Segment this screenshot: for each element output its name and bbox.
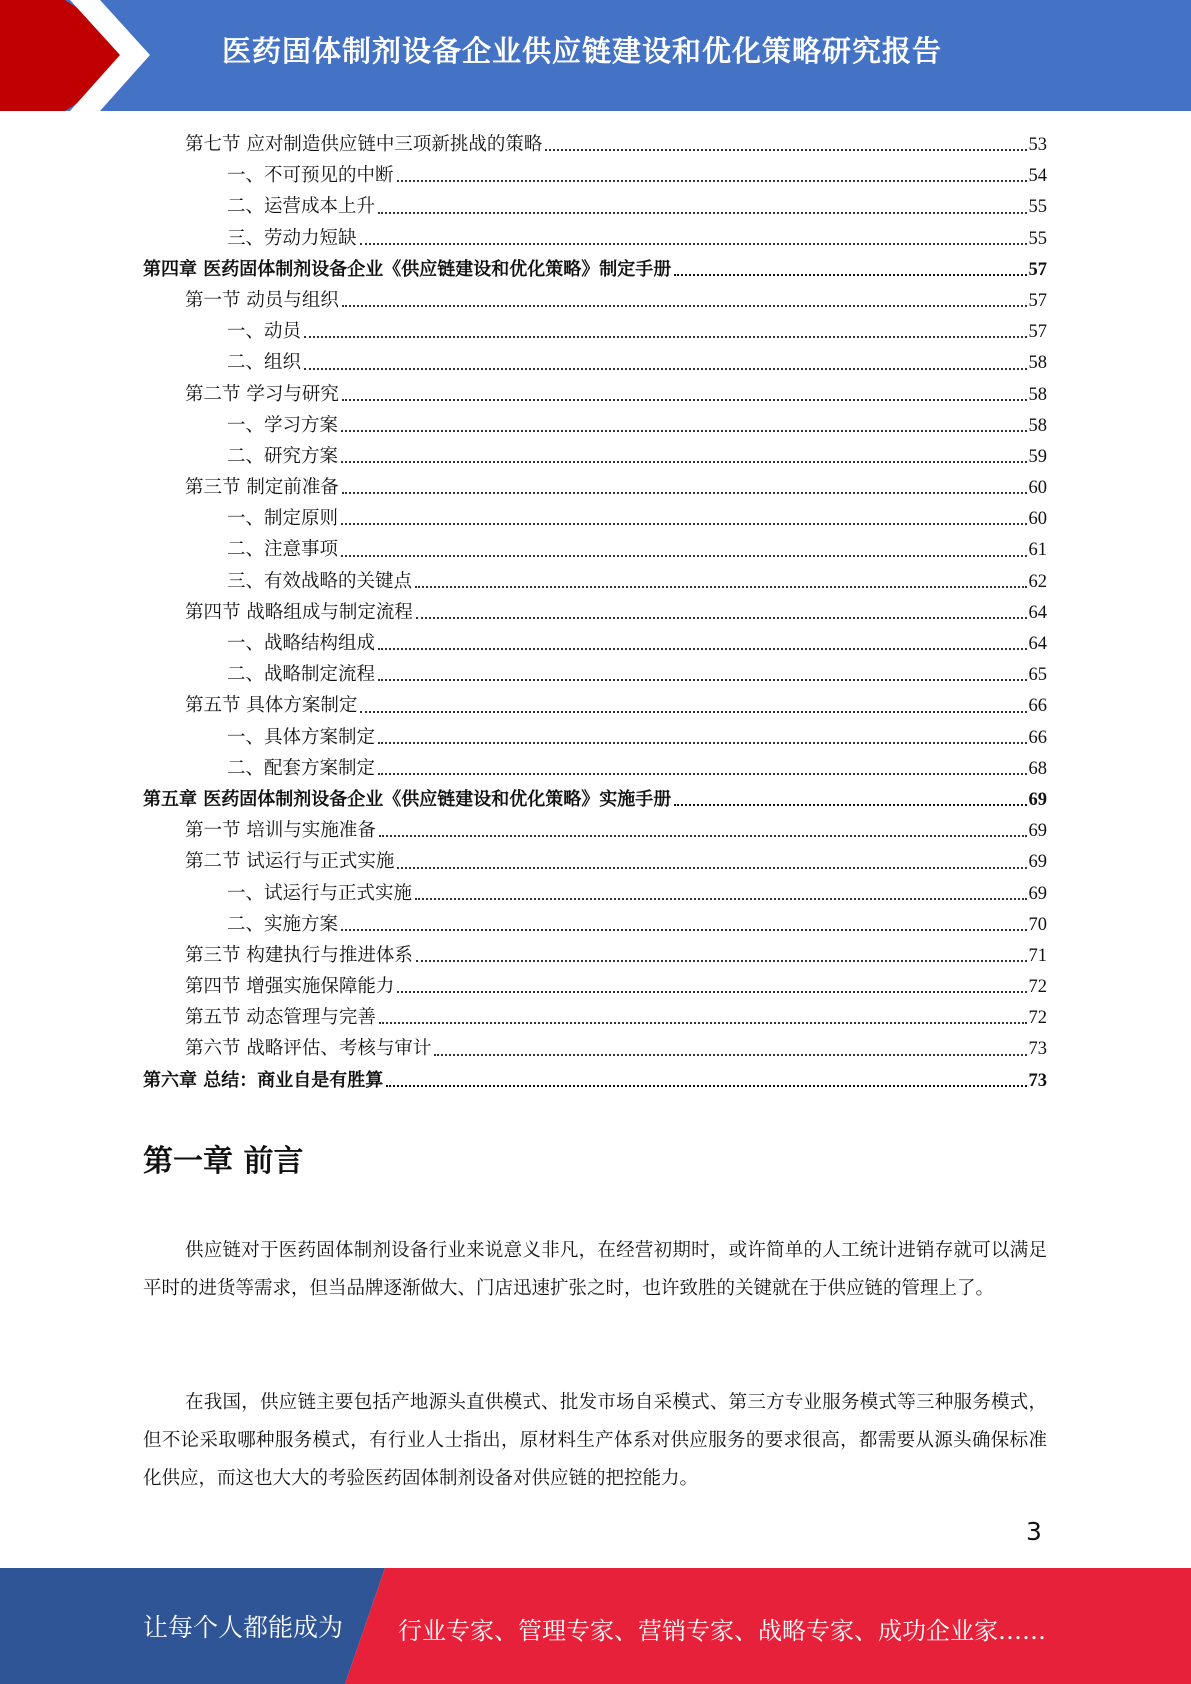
toc-subsection-entry[interactable]: [143, 223, 1047, 254]
toc-entry-title: 第四章 医药固体制剂设备企业《供应链建设和优化策略》制定手册: [143, 258, 672, 280]
toc-dot-leader: [674, 784, 1026, 815]
toc-entry-page: 59: [1028, 446, 1047, 467]
toc-entry-page: 53: [1028, 135, 1047, 155]
toc-dot-leader: [674, 254, 1026, 285]
toc-dot-leader: [341, 410, 1026, 441]
toc-dot-leader: [304, 347, 1026, 378]
toc-subsection-entry[interactable]: [143, 566, 1047, 597]
toc-section-entry[interactable]: [143, 597, 1047, 628]
toc-subsection-entry[interactable]: [143, 316, 1047, 347]
toc-entry-title: 三、劳动力短缺: [227, 227, 357, 249]
toc-entry-title: 第四节 战略组成与制定流程: [185, 601, 413, 623]
toc-entry-page: 58: [1028, 415, 1047, 436]
toc-section-entry[interactable]: [143, 940, 1047, 971]
toc-entry-page: 55: [1028, 197, 1047, 218]
toc-entry-title: 一、试运行与正式实施: [227, 882, 413, 904]
toc-entry-title: 二、研究方案: [227, 445, 339, 467]
toc-section-entry[interactable]: [143, 815, 1047, 846]
toc-chapter-entry[interactable]: [143, 254, 1047, 285]
toc-section-entry[interactable]: [143, 285, 1047, 316]
toc-entry-page: 62: [1028, 571, 1047, 592]
toc-entry-page: 61: [1028, 540, 1047, 561]
toc-entry-page: 66: [1028, 696, 1047, 717]
toc-entry-page: 58: [1028, 353, 1047, 374]
toc-entry-title: 第五节 具体方案制定: [185, 695, 358, 717]
toc-dot-leader: [341, 909, 1026, 940]
footer-slogan-right: 行业专家、管理专家、营销专家、战略专家、成功企业家……: [398, 1617, 1046, 1645]
toc-entry-title: 第五章 医药固体制剂设备企业《供应链建设和优化策略》实施手册: [143, 788, 672, 810]
toc-entry-title: 一、不可预见的中断: [227, 165, 394, 187]
toc-entry-page: 64: [1028, 634, 1047, 654]
toc-entry-page: 68: [1028, 758, 1047, 779]
toc-entry-title: 第一节 培训与实施准备: [185, 820, 376, 842]
toc-dot-leader: [416, 940, 1027, 971]
page-number: 3: [1026, 1517, 1042, 1546]
toc-entry-title: 第二节 学习与研究: [185, 383, 339, 405]
toc-entry-page: 60: [1028, 509, 1047, 530]
toc-entry-page: 64: [1028, 602, 1047, 623]
footer-slogan-left: 让每个人都能成为: [143, 1613, 344, 1642]
toc-dot-leader: [342, 285, 1027, 316]
toc-chapter-entry[interactable]: [143, 1065, 1047, 1096]
toc-entry-page: 69: [1028, 883, 1047, 904]
toc-subsection-entry[interactable]: [143, 441, 1047, 472]
toc-chapter-entry[interactable]: [143, 784, 1047, 815]
toc-subsection-entry[interactable]: [143, 410, 1047, 441]
toc-entry-title: 一、具体方案制定: [227, 726, 376, 748]
toc-dot-leader: [379, 1002, 1027, 1033]
toc-entry-page: 58: [1028, 384, 1047, 405]
toc-dot-leader: [386, 1065, 1026, 1096]
toc-entry-page: 69: [1028, 852, 1047, 873]
toc-entry-title: 一、战略结构组成: [227, 633, 376, 654]
toc-dot-leader: [360, 223, 1027, 254]
body-paragraph: 在我国，供应链主要包括产地源头直供模式、批发市场自采模式、第三方专业服务模式等三种服务模式，但不论采取哪种服务模式，有行业人士指出，原材料生产体系对供应服务的要求很高，都需要从源头确保标准化供应，而这也大大的考验医药固体制剂设备对供应链的把控能力。: [143, 1392, 1047, 1489]
toc-subsection-entry[interactable]: [143, 160, 1047, 191]
toc-dot-leader: [378, 659, 1026, 690]
toc-entry-title: 第六章 总结：商业自是有胜算: [143, 1069, 384, 1091]
toc-dot-leader: [415, 566, 1026, 597]
toc-entry-title: 二、注意事项: [227, 539, 339, 561]
page-footer: [0, 1568, 1191, 1684]
toc-entry-title: 二、组织: [227, 352, 302, 374]
toc-section-entry[interactable]: [143, 846, 1047, 877]
toc-entry-title: 二、战略制定流程: [227, 664, 376, 686]
toc-dot-leader: [378, 753, 1026, 784]
toc-entry-page: 72: [1028, 977, 1047, 998]
toc-subsection-entry[interactable]: [143, 191, 1047, 222]
toc-entry-page: 73: [1028, 1039, 1047, 1060]
toc-entry-title: 第一节 动员与组织: [185, 289, 339, 311]
toc-dot-leader: [434, 1033, 1026, 1064]
toc-entry-page: 55: [1028, 228, 1047, 249]
toc-entry-title: 二、运营成本上升: [227, 196, 376, 218]
toc-entry-page: 57: [1028, 259, 1047, 280]
table-of-contents: [143, 129, 1047, 1096]
toc-dot-leader: [378, 722, 1026, 753]
toc-entry-title: 第二节 试运行与正式实施: [185, 851, 395, 873]
toc-dot-leader: [342, 379, 1027, 410]
toc-entry-title: 二、配套方案制定: [227, 757, 376, 779]
toc-entry-page: 54: [1028, 166, 1047, 187]
toc-subsection-entry[interactable]: [143, 753, 1047, 784]
toc-dot-leader: [342, 472, 1027, 503]
toc-section-entry[interactable]: [143, 690, 1047, 721]
toc-entry-page: 69: [1028, 789, 1047, 810]
toc-dot-leader: [378, 191, 1026, 222]
toc-dot-leader: [360, 690, 1026, 721]
toc-entry-title: 第六节 战略评估、考核与审计: [185, 1038, 432, 1060]
toc-dot-leader: [397, 846, 1026, 877]
body-paragraph: 供应链对于医药固体制剂设备行业来说意义非凡，在经营初期时，或许简单的人工统计进销存就可以满足平时的进货等需求，但当品牌逐渐做大、门店迅速扩张之时，也许致胜的关键就在于供应链的管理上了。: [143, 1240, 1047, 1299]
toc-entry-title: 第五节 动态管理与完善: [185, 1007, 376, 1029]
toc-entry-page: 65: [1028, 665, 1047, 686]
toc-entry-page: 71: [1028, 945, 1047, 966]
toc-section-entry[interactable]: [143, 129, 1047, 160]
toc-dot-leader: [397, 160, 1027, 191]
toc-subsection-entry[interactable]: [143, 347, 1047, 378]
toc-entry-page: 70: [1028, 914, 1047, 935]
toc-entry-title: 三、有效战略的关键点: [227, 570, 413, 592]
toc-entry-title: 第四节 增强实施保障能力: [185, 976, 395, 998]
toc-subsection-entry[interactable]: [143, 628, 1047, 659]
toc-dot-leader: [545, 129, 1026, 160]
toc-section-entry[interactable]: [143, 971, 1047, 1002]
toc-entry-page: 57: [1028, 290, 1047, 311]
toc-entry-title: 第三节 构建执行与推进体系: [185, 944, 413, 966]
toc-entry-page: 69: [1028, 821, 1047, 842]
page-header: [0, 0, 1191, 111]
report-title: 医药固体制剂设备企业供应链建设和优化策略研究报告: [222, 34, 943, 68]
toc-entry-page: 73: [1028, 1070, 1047, 1091]
toc-dot-leader: [416, 597, 1027, 628]
toc-section-entry[interactable]: [143, 1033, 1047, 1064]
toc-entry-title: 一、学习方案: [227, 414, 339, 436]
toc-entry-page: 66: [1028, 727, 1047, 748]
chapter-heading: 第一章 前言: [143, 1144, 304, 1179]
toc-subsection-entry[interactable]: [143, 659, 1047, 690]
toc-dot-leader: [397, 971, 1026, 1002]
toc-entry-title: 一、制定原则: [227, 508, 339, 530]
toc-dot-leader: [378, 628, 1026, 659]
toc-subsection-entry[interactable]: [143, 534, 1047, 565]
toc-subsection-entry[interactable]: [143, 909, 1047, 940]
toc-subsection-entry[interactable]: [143, 503, 1047, 534]
toc-subsection-entry[interactable]: [143, 878, 1047, 909]
toc-section-entry[interactable]: [143, 472, 1047, 503]
toc-dot-leader: [379, 815, 1027, 846]
toc-entry-title: 第三节 制定前准备: [185, 477, 339, 499]
toc-section-entry[interactable]: [143, 379, 1047, 410]
toc-entry-title: 二、实施方案: [227, 913, 339, 935]
toc-entry-title: 第七节 应对制造供应链中三项新挑战的策略: [185, 134, 543, 155]
toc-section-entry[interactable]: [143, 1002, 1047, 1033]
toc-entry-title: 一、动员: [227, 321, 302, 343]
toc-entry-page: 72: [1028, 1008, 1047, 1029]
toc-dot-leader: [341, 503, 1026, 534]
toc-entry-page: 60: [1028, 478, 1047, 499]
toc-entry-page: 57: [1028, 322, 1047, 343]
toc-subsection-entry[interactable]: [143, 722, 1047, 753]
toc-dot-leader: [341, 534, 1026, 565]
toc-dot-leader: [341, 441, 1026, 472]
toc-dot-leader: [304, 316, 1026, 347]
toc-dot-leader: [415, 878, 1026, 909]
